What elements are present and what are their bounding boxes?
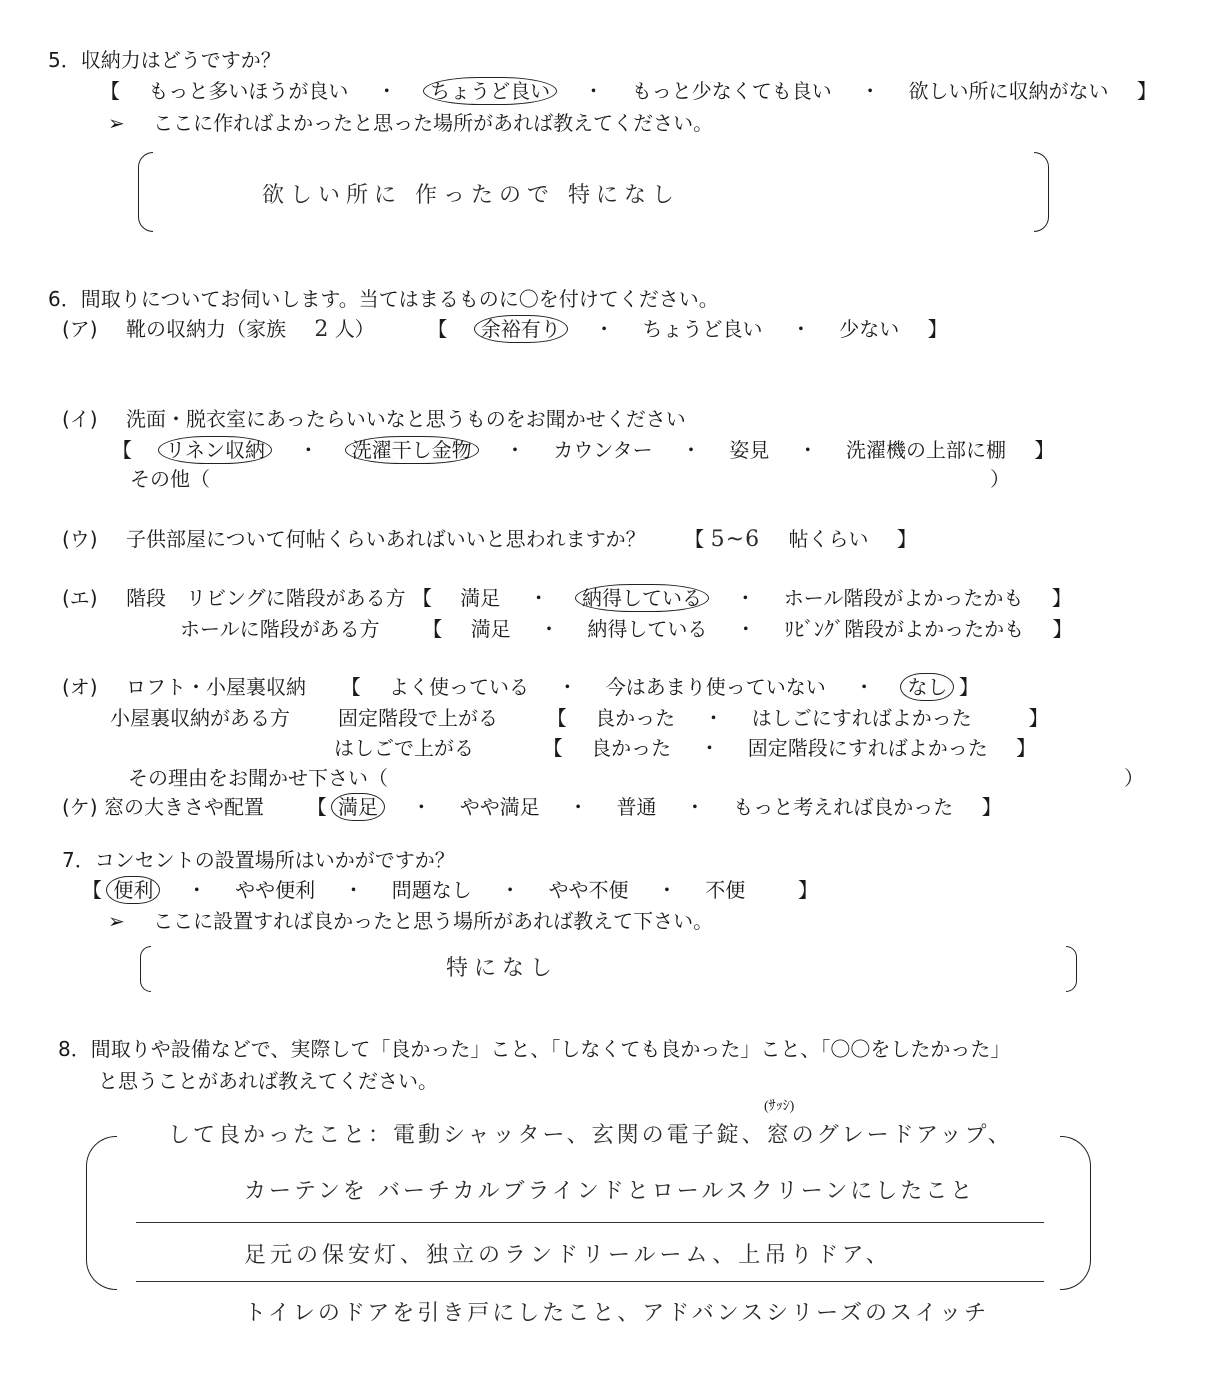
q8-ruby-annotation: (ｻｯｼ)	[764, 1099, 795, 1114]
q6-a-family-count[interactable]: 2	[314, 317, 329, 342]
q7-option-convenient-circled[interactable]: 便利	[106, 876, 160, 904]
q6-o-fixed-option-ladder[interactable]: はしごにすればよかった	[751, 706, 972, 730]
item-label: (ケ)	[62, 795, 98, 819]
bracket-open: 【	[542, 736, 563, 760]
item-label: (ア)	[62, 317, 98, 341]
separator: ・	[539, 617, 560, 641]
q6-i-option-counter[interactable]: カウンター	[553, 438, 653, 462]
q5-option-just-right-circled[interactable]: ちょうど良い	[423, 77, 557, 105]
q6-ke-row	[62, 794, 1002, 820]
q6-e-sub-option-satisfied[interactable]: 満足	[470, 617, 511, 641]
q6-o-option-use-often[interactable]: よく使っている	[389, 675, 530, 699]
q7-prompt-text: ここに設置すれば良かったと思う場所があれば教えて下さい。	[153, 909, 714, 933]
q6-o-reason-close: ）	[1124, 766, 1144, 790]
q6-e-sub-label: ホールに階段がある方	[180, 617, 380, 641]
bracket-close: 】	[1136, 79, 1157, 103]
q6-title: 6．間取りについてお伺いします。当てはまるものに〇を付けてください。	[48, 287, 719, 311]
q7-option-no-problem[interactable]: 問題なし	[391, 878, 472, 902]
q5-option-more[interactable]: もっと多いほうが良い	[148, 79, 349, 103]
bracket-open: 【	[340, 675, 361, 699]
bracket-open: 【	[112, 438, 132, 462]
q6-o-ladder-option-fixed[interactable]: 固定階段にすればよかった	[747, 736, 988, 760]
q6-i-row	[62, 406, 686, 432]
q6-e-sub-option-living-stairs[interactable]: ﾘﾋﾞﾝｸﾞ階段がよかったかも	[784, 617, 1025, 641]
separator: ・	[528, 586, 549, 610]
q6-o-fixed-label: 固定階段で上がる	[338, 706, 498, 730]
bracket-open: 【	[546, 706, 567, 730]
separator: ・	[699, 736, 720, 760]
q7-prompt	[108, 908, 713, 934]
q5-title: 5．収納力はどうですか？	[48, 48, 281, 72]
bracket-open: 【	[684, 527, 705, 551]
q6-i-option-linen-circled[interactable]: リネン収納	[158, 436, 272, 464]
bracket-close: 】	[1034, 438, 1055, 462]
separator: ・	[790, 317, 811, 341]
q6-ke-option-normal[interactable]: 普通	[616, 795, 657, 819]
bracket-open: 【	[422, 617, 443, 641]
q6-e-row	[62, 585, 1072, 611]
separator: ・	[735, 617, 756, 641]
q5-prompt	[108, 110, 713, 136]
bracket-open: 【	[82, 878, 102, 902]
q6-a-row	[62, 316, 948, 343]
q6-i-option-shelf[interactable]: 洗濯機の上部に棚	[846, 438, 1007, 462]
q6-a-option-ample-circled[interactable]: 余裕有り	[474, 315, 568, 343]
q7-handwritten-answer[interactable]: 特になし	[446, 956, 559, 981]
q6-ke-option-somewhat[interactable]: やや満足	[459, 795, 540, 819]
q6-o-ladder-label: はしごで上がる	[334, 736, 474, 760]
separator: ・	[186, 878, 207, 902]
q6-a-question: 靴の収納力（家族	[125, 317, 286, 341]
q7-option-somewhat-inconvenient[interactable]: やや不便	[548, 878, 629, 902]
q6-o-sub-label: 小屋裏収納がある方	[110, 706, 290, 730]
q5-option-less[interactable]: もっと少なくても良い	[631, 79, 832, 103]
q7-title: 7．コンセントの設置場所はいかがですか？	[62, 848, 455, 872]
q5-handwritten-answer[interactable]: 欲しい所に 作ったので 特になし	[262, 183, 680, 208]
q8-answer-bracket-left	[86, 1136, 117, 1290]
arrow-icon: ➢	[108, 111, 125, 135]
separator: ・	[656, 878, 677, 902]
separator: ・	[376, 79, 397, 103]
bracket-open: 【	[306, 795, 327, 819]
bracket-close: 】	[797, 878, 818, 902]
q6-o-ladder-option-good[interactable]: 良かった	[591, 736, 672, 760]
q8-answer-bracket-right	[1060, 1136, 1091, 1290]
q6-i-option-mirror[interactable]: 姿見	[729, 438, 770, 462]
separator: ・	[594, 317, 615, 341]
q7-options	[82, 877, 818, 903]
q6-e-sub-row	[180, 616, 1072, 642]
q6-e-option-convinced-circled[interactable]: 納得している	[575, 584, 709, 612]
q8-title-line1: 8．間取りや設備などで、実際して「良かった」こと、「しなくても良かった」こと、「〇〇をしたかった」	[58, 1037, 1011, 1061]
q6-e-question: 階段 リビングに階段がある方	[125, 586, 406, 610]
q6-i-option-drying-rack-circled[interactable]: 洗濯干し金物	[345, 436, 479, 464]
q7-option-somewhat-convenient[interactable]: やや便利	[235, 878, 316, 902]
q8-title-line2: と思うことがあれば教えてください。	[98, 1069, 438, 1093]
q6-o-row	[62, 674, 979, 700]
q6-i-other-close: ）	[990, 467, 1010, 491]
separator: ・	[680, 438, 701, 462]
separator: ・	[684, 795, 705, 819]
q6-o-ladder-row	[334, 735, 1036, 761]
q5-options	[100, 78, 1157, 104]
q6-u-handwritten-answer[interactable]: 5~6	[710, 527, 761, 552]
q6-u-question: 子供部屋について何帖くらいあればいいと思われますか？	[125, 527, 646, 551]
separator: ・	[703, 706, 724, 730]
q6-e-option-hall-stairs[interactable]: ホール階段がよかったかも	[783, 586, 1024, 610]
bracket-close: 】	[1016, 736, 1037, 760]
item-label: (イ)	[62, 407, 98, 431]
separator: ・	[735, 586, 756, 610]
separator: ・	[411, 795, 432, 819]
separator: ・	[568, 795, 589, 819]
item-label: (エ)	[62, 586, 98, 610]
arrow-icon: ➢	[108, 909, 125, 933]
q6-o-question: ロフト・小屋裏収納	[125, 675, 306, 699]
q6-o-option-none-circled[interactable]: なし	[900, 673, 954, 701]
q8-handwritten-line2[interactable]: カーテンを バーチカルブラインドとロールスクリーンにしたこと	[244, 1179, 976, 1204]
q6-o-fixed-option-good[interactable]: 良かった	[595, 706, 676, 730]
q8-handwritten-line3[interactable]: 足元の保安灯、独立のランドリールーム、上吊りドア、	[244, 1243, 892, 1268]
q8-handwritten-line4[interactable]: トイレのドアを引き戸にしたこと、アドバンスシリーズのスイッチ	[244, 1301, 990, 1326]
q6-i-options	[112, 437, 1054, 463]
bracket-close: 】	[1051, 586, 1072, 610]
separator: ・	[854, 675, 875, 699]
bracket-open: 【	[411, 586, 432, 610]
bracket-open: 【	[427, 317, 448, 341]
q6-e-option-satisfied[interactable]: 満足	[460, 586, 501, 610]
q5-option-missing[interactable]: 欲しい所に収納がない	[908, 79, 1109, 103]
separator: ・	[797, 438, 818, 462]
q6-a-option-few[interactable]: 少ない	[839, 317, 900, 341]
bracket-close: 】	[981, 795, 1002, 819]
separator: ・	[505, 438, 526, 462]
q6-o-reason-label: その理由をお聞かせ下さい（	[128, 766, 388, 790]
q6-o-option-rarely[interactable]: 今はあまり使っていない	[605, 675, 826, 699]
q6-ke-option-satisfied-circled[interactable]: 満足	[331, 793, 385, 821]
q6-ke-question: 窓の大きさや配置	[103, 795, 264, 819]
q6-o-fixed-row	[338, 705, 1049, 731]
bracket-open: 【	[100, 79, 120, 103]
q6-a-option-just-right[interactable]: ちょうど良い	[642, 317, 763, 341]
q6-a-unit: 人）	[334, 317, 375, 341]
q8-ruled-line	[136, 1222, 1044, 1223]
q6-u-row	[62, 526, 917, 553]
q5-prompt-text: ここに作ればよかったと思った場所があれば教えてください。	[153, 111, 714, 135]
separator: ・	[343, 878, 364, 902]
bracket-close: 】	[1052, 617, 1073, 641]
q6-i-question: 洗面・脱衣室にあったらいいなと思うものをお聞かせください	[125, 407, 686, 431]
q7-answer-bracket-right	[1066, 946, 1077, 992]
separator: ・	[298, 438, 319, 462]
q7-answer-bracket-left	[140, 946, 151, 992]
separator: ・	[500, 878, 521, 902]
q6-e-sub-option-convinced[interactable]: 納得している	[587, 617, 708, 641]
q5-answer-bracket-right	[1034, 152, 1049, 232]
item-label: (オ)	[62, 675, 98, 699]
q8-ruled-line	[136, 1281, 1044, 1282]
bracket-close: 】	[958, 675, 979, 699]
bracket-close: 】	[1028, 706, 1049, 730]
separator: ・	[860, 79, 881, 103]
q8-handwritten-line1[interactable]: して良かったこと：電動シャッター、玄関の電子錠、窓のグレードアップ、	[168, 1123, 1013, 1148]
separator: ・	[583, 79, 604, 103]
q6-u-unit: 帖くらい	[788, 527, 869, 551]
bracket-close: 】	[927, 317, 948, 341]
q6-ke-option-should-think[interactable]: もっと考えれば良かった	[733, 795, 954, 819]
separator: ・	[557, 675, 578, 699]
q7-option-inconvenient[interactable]: 不便	[705, 878, 746, 902]
q5-answer-bracket-left	[138, 152, 153, 232]
bracket-close: 】	[896, 527, 917, 551]
q6-i-other-label: その他（	[130, 467, 210, 491]
item-label: (ウ)	[62, 527, 98, 551]
